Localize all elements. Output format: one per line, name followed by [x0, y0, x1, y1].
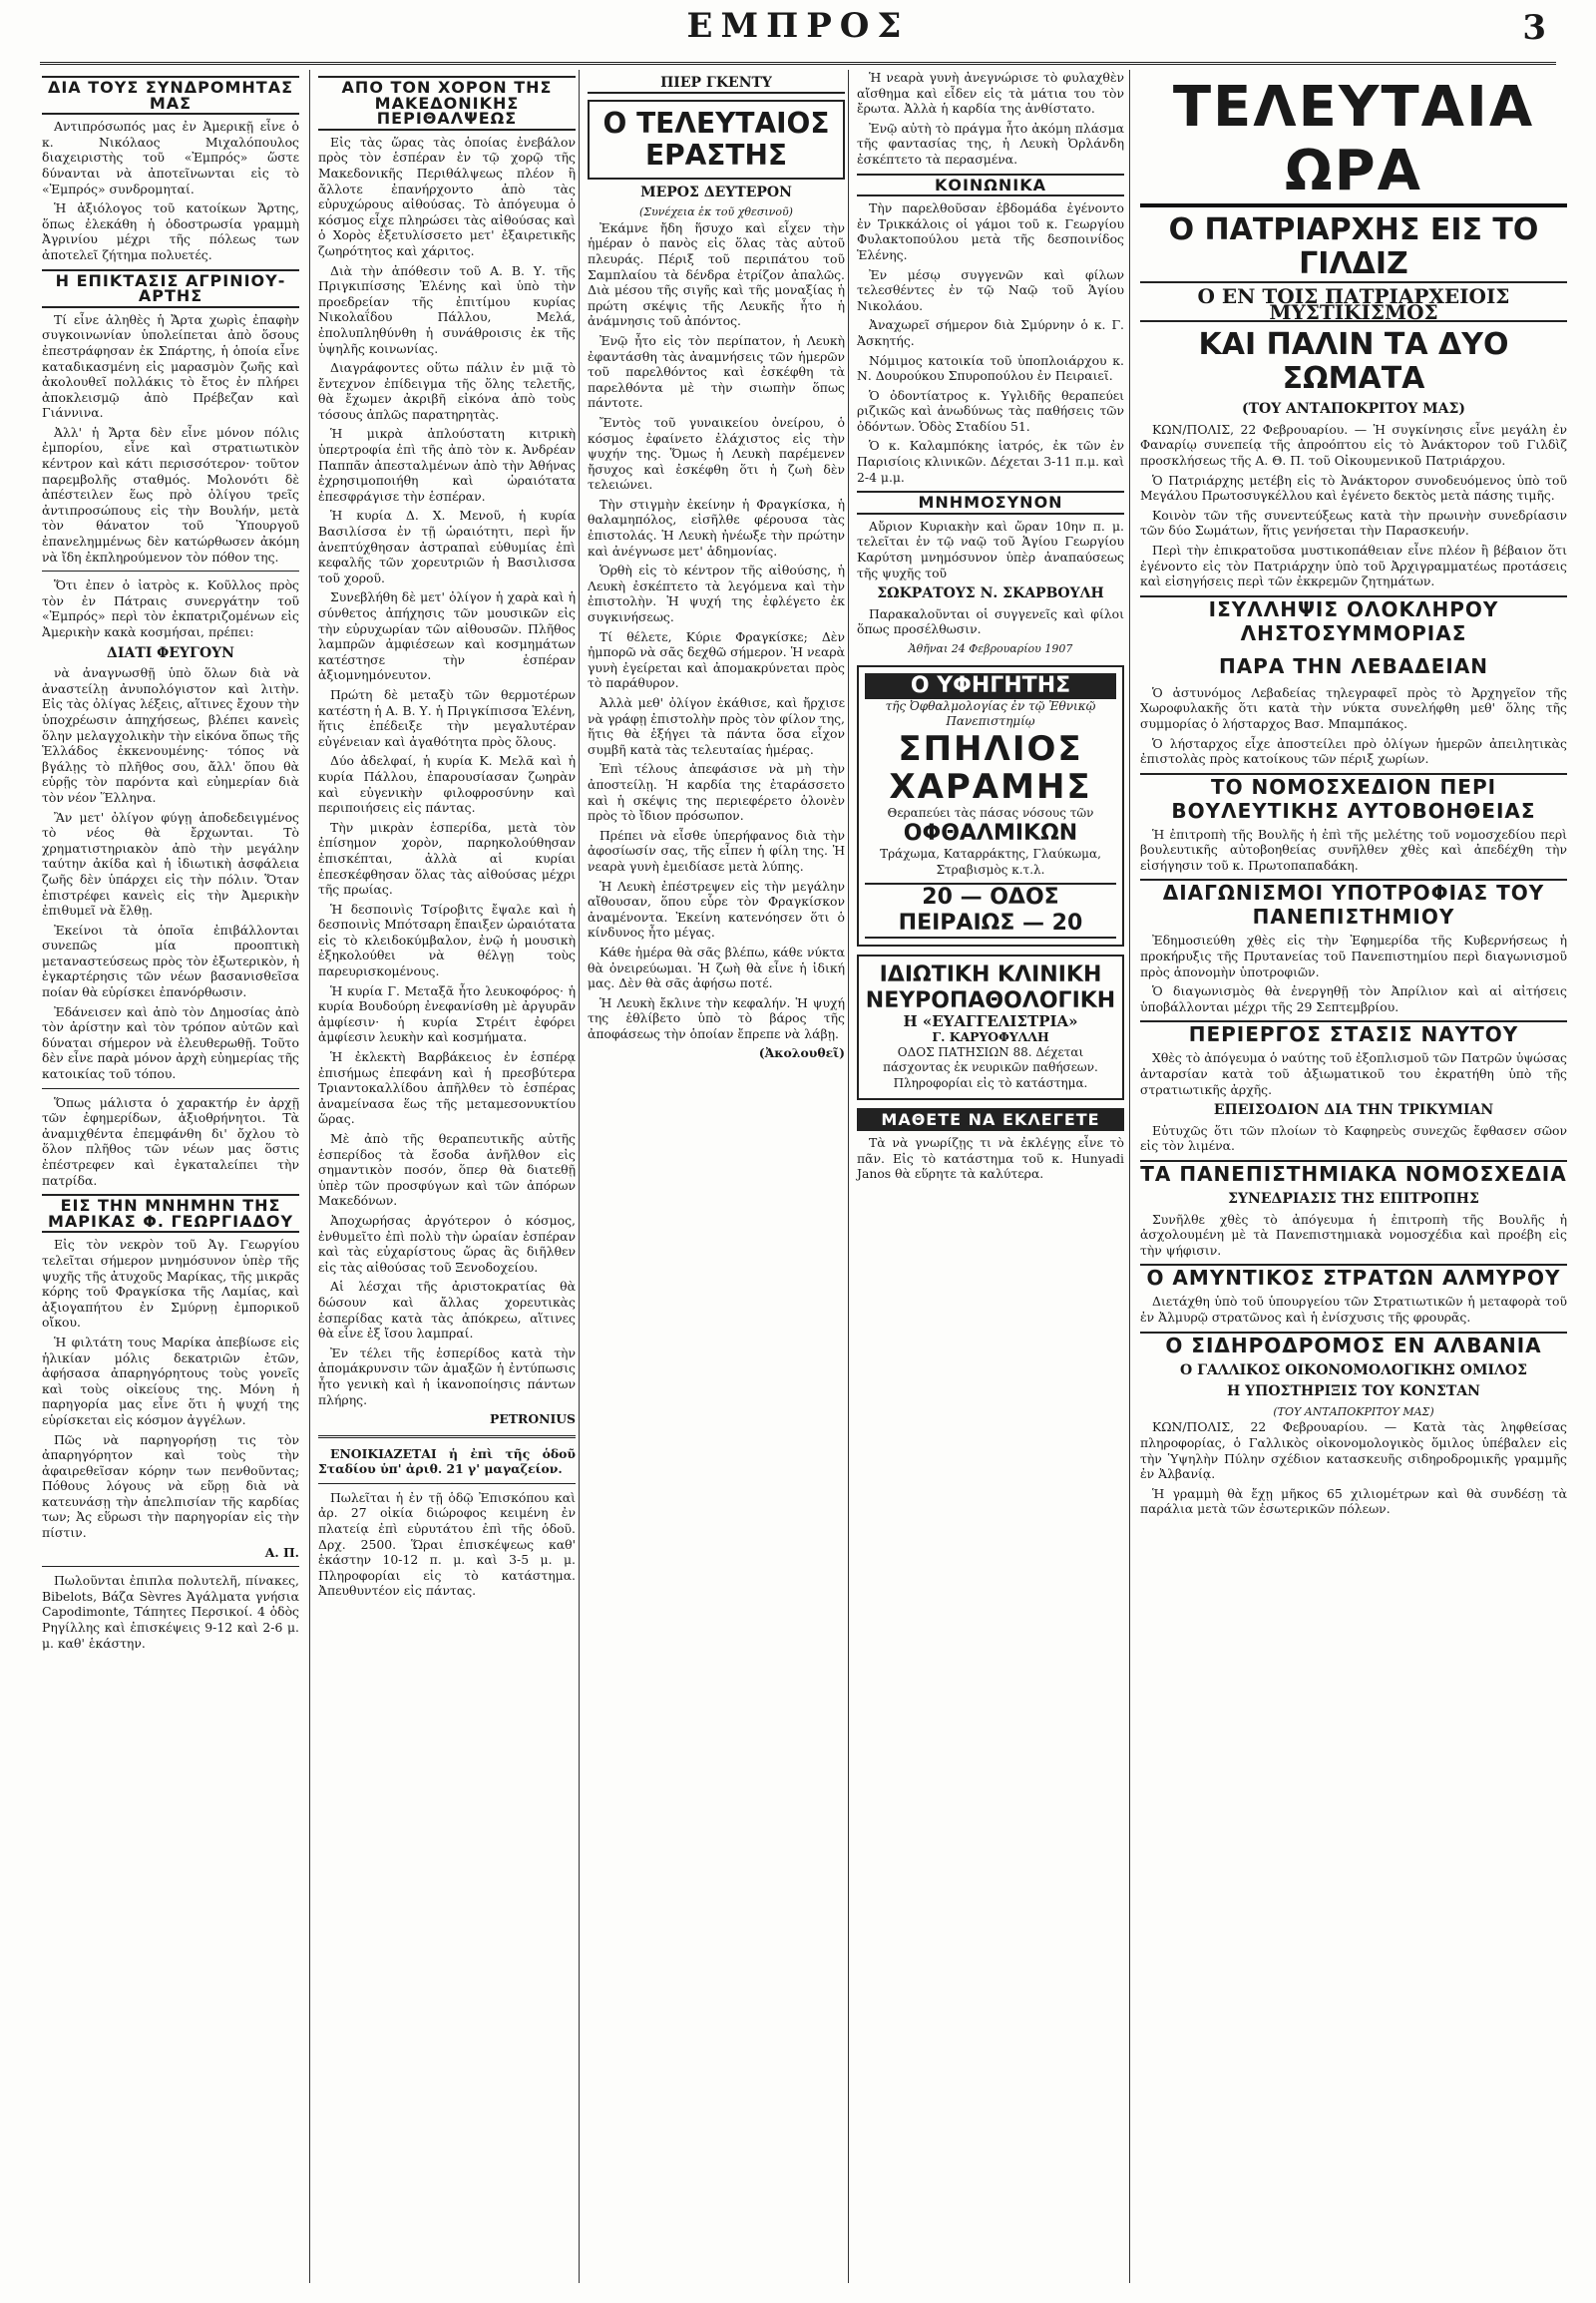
article-text: Κοινὸν τῶν τῆς συνεντεύξεως κατὰ τὴν πρωινὴν συνεδρίασιν τῶν δύο Σωμάτων, ἥτις γενήσεται τὴν Παρασκευήν.	[1140, 507, 1567, 539]
article-text: Ὁ διαγωνισμὸς θὰ ἐνεργηθῇ τὸν Ἀπρίλιον καὶ αἱ αἰτήσεις ὑποβάλλονται μέχρι τῆς 29 Σεπτεμβρίου.	[1140, 983, 1567, 1014]
heading-bill: ΤΟ ΝΟΜΟΣΧΕΔΙΟΝ ΠΕΡΙ ΒΟΥΛΕΥΤΙΚΗΣ ΑΥΤΟΒΟΗΘΕΙΑΣ	[1140, 773, 1567, 823]
article-text: Τὰ νὰ γνωρίζῃς τι νὰ ἐκλέγῃς εἶνε τὸ πᾶν. Εἰς τὸ κατάστημα τοῦ κ. Hunyadi Janos θὰ εὕρητε τὰ καλύτερα.	[857, 1135, 1124, 1182]
article-text: Τὴν στιγμὴν ἐκείνην ἡ Φραγκίσκα, ἡ θαλαμηπόλος, εἰσῆλθε φέρουσα τὰς ἐπιστολάς. Ἡ Λευκὴ ἠνέωξε τὴν πρώτην καὶ ἀνέγνωσε μετ' ἀδημονίας.	[588, 496, 845, 559]
heading-why-they-leave: ΔΙΑΤΙ ΦΕΥΓΟΥΝ	[107, 644, 234, 661]
heading-two-bodies: ΚΑΙ ΠΑΛΙΝ ΤΑ ΔΥΟ ΣΩΜΑΤΑ	[1198, 327, 1509, 397]
heading-macedonian-ball: ΑΠΟ ΤΟΝ ΧΟΡΟΝ ΤΗΣ ΜΑΚΕΔΟΝΙΚΗΣ ΠΕΡΙΘΑΛΨΕΩΣ	[318, 76, 576, 131]
article-text: Ἡ ἐκλεκτὴ Βαρβάκειος ἐν ἑσπέρᾳ ἐπισήμως ἐπεφάνη καὶ ἡ πρεσβύτερα Τριαντοκαλλίδου ἀπῆλθεν τὸ ἑσπέρας ἀναμείνασα ἕως τῆς μεταμεσονυκτίου ὥρας.	[318, 1049, 576, 1127]
ad-text: ΟΔΟΣ ΠΑΤΗΣΙΩΝ 88. Δέχεται πάσχοντας ἐκ νευρικῶν παθήσεων. Πληροφορίαι εἰς τὸ κατάστημα.	[883, 1044, 1098, 1090]
heading-subscribers: ΔΙΑ ΤΟΥΣ ΣΥΝΔΡΟΜΗΤΑΣ ΜΑΣ	[42, 76, 299, 115]
article-text: Ἀλλ' ἡ Ἄρτα δὲν εἶνε μόνον πόλις ἐμπορίου, εἶνε καὶ στρατιωτικὸν κέντρον καὶ κάτι περισσότερον· τοῦτον παρεμβολῆς σταθμός. Μολονότι δὲ ἀπέστειλεν ἕως πρὸ ὀλίγου τρεῖς ἀντιπροσώπους εἰς τὴν Βουλήν, μετὰ τὸν θάνατον τοῦ Ὑπουργοῦ ἐπανελημμένως δὲν κατώρθωσεν ἀκόμη νὰ ἴδη ἐκπληρούμενον τὸν πόθον της.	[42, 424, 299, 565]
heading-correspondent: (ΤΟΥ ΑΝΤΑΠΟΚΡΙΤΟΥ ΜΑΣ)	[1241, 401, 1466, 418]
article-text: Ἐπὶ τέλους ἀπεφάσισε νὰ μὴ τὴν ἀποστείλῃ. Ἡ καρδία της ἐταράσσετο καὶ ἡ σκέψις της περιεφέρετο ὁλονὲν πρὸς τὸ ἴδιον πρόσωπον.	[588, 761, 845, 824]
ad-text: Τράχωμα, Καταρράκτης, Γλαύκωμα, Στραβισμὸς κ.τ.λ.	[880, 847, 1101, 877]
heading-sailor: ΠΕΡΙΕΡΓΟΣ ΣΤΑΣΙΣ ΝΑΥΤΟΥ	[1140, 1020, 1567, 1046]
heading-learn-to-choose: ΜΑΘΕΤΕ ΝΑ ΕΚΛΕΓΕΤΕ	[857, 1108, 1124, 1132]
article-text: Ἐδημοσιεύθη χθὲς εἰς τὴν Ἐφημερίδα τῆς Κυβερνήσεως ἡ προκήρυξις τῆς Πρυτανείας τοῦ Πανεπιστημίου περὶ διαγωνισμοῦ πρὸς ἀπονομὴν ὑποτροφιῶν.	[1140, 933, 1567, 979]
article-text: Ἡ Λευκὴ ἐπέστρεψεν εἰς τὴν μεγάλην αἴθουσαν, ὅπου εὗρε τὸν Φραγκίσκον ἀναμένοντα. Ἐκείνη κατενόησεν ὅτι ὁ κίνδυνος ἦτο μέγας.	[588, 878, 845, 941]
heading-university-bills: ΤΑ ΠΑΝΕΠΙΣΤΗΜΙΑΚΑ ΝΟΜΟΣΧΕΔΙΑ	[1140, 1162, 1567, 1186]
article-text: Τὴν μικρὰν ἑσπερίδα, μετὰ τὸν ἐπίσημον χορὸν, παρηκολούθησαν ἐπισκέπται, ἀλλὰ αἱ κυρίαι ἐπεσκέφθησαν ὅλας τὰς αἰθούσας μέχρι τῆς πρωίας.	[318, 819, 576, 898]
clinic-ad	[857, 955, 1124, 1100]
article-text: Νόμιμος κατοικία τοῦ ὑποπλοιάρχου κ. Ν. Δουρούκου Σπυροπούλου ἐν Πειραιεῖ.	[857, 352, 1124, 384]
article-text: Πρέπει νὰ εἶσθε ὑπερήφανος διὰ τὴν ἀφοσίωσίν σας, τῆς εἶπεν ἡ φίλη της. Ἡ νεαρὰ γυνὴ ἐμειδίασε μετὰ λύπης.	[588, 827, 845, 874]
column-1	[42, 70, 307, 2283]
signature: PETRONIUS	[490, 1411, 576, 1427]
memorial-date: Ἀθῆναι 24 Φεβρουαρίου 1907	[908, 642, 1073, 655]
article-text: Ἐκάμνε ἤδη ἥσυχο καὶ εἶχεν τὴν ἡμέραν ὀ πανὸς εἰς ὅλας τὰς αὐτοῦ πλευράς. Πέριξ τοῦ περιπάτου τοῦ Σαμπλαίου τὰ δένδρα ἐτρίζον ἀπαλῶς. Διὰ μέσου τῆς σιγῆς καὶ τῆς μοναξίας ἡ πρώτη σκέψις τῆς Λευκῆς ἦτο ἡ ἀνάμνησις τοῦ ἀπόντος.	[588, 219, 845, 329]
masthead	[40, 6, 1556, 65]
article-text: Διαγράφοντες οὕτω πάλιν ἐν μιᾷ τὸ ἔντεχνον ἐπίδειγμα τῆς ὅλης τελετῆς, θὰ ἔχωμεν ἀκριβῆ εἰκόνα ἀπὸ τοὺς τόσους ἁπλῶς παρατηρητὰς.	[318, 360, 576, 422]
article-text: Ἡ μικρὰ ἀπλούστατη κιτρικὴ ὑπερτροφία ἐπὶ τῆς ἀπὸ τὸν κ. Ἀνδρέαν Παππᾶν ἀπεσταλμένων ἀπὸ τὴν Ἀθήνας ἐχρησιμοποιήθη καὶ ὡραιότατα ἐπεσφράγισε τὴν ἑσπέραν.	[318, 426, 576, 504]
heading-last-hour: ΤΕΛΕΥΤΑΙΑ ΩΡΑ	[1140, 76, 1567, 207]
article-text: Ἐνῷ αὐτὴ τὸ πράγμα ἦτο ἀκόμη πλάσμα τῆς φαντασίας της, ἡ Λευκὴ Ὀρλάνδη ἐσκέπτετο τὰ περασμένα.	[857, 120, 1124, 167]
heading-correspondent: (ΤΟΥ ΑΝΤΑΠΟΚΡΙΤΟΥ ΜΑΣ)	[1273, 1404, 1434, 1418]
heading-committee: ΣΥΝΕΔΡΙΑΣΙΣ ΤΗΣ ΕΠΙΤΡΟΠΗΣ	[1228, 1191, 1479, 1207]
article-text: Ἐνῷ ἦτο εἰς τὸν περίπατον, ἡ Λευκὴ ἐφαντάσθη τὰς ἀναμνήσεις τῶν ἡμερῶν τοῦ παρελθόντος καὶ ἐσκέφθη τὰ παρελθόντα μὲ τὴν σιωπὴν ὅπως πάντοτε.	[588, 332, 845, 411]
ad-title: ΙΔΙΩΤΙΚΗ ΚΛΙΝΙΚΗ ΝΕΥΡΟΠΑΘΟΛΟΓΙΚΗ	[865, 961, 1116, 1013]
ad-doctor: Γ. ΚΑΡΥΟΦΥΛΛΗ	[932, 1029, 1049, 1045]
article-text: Εὐτυχῶς ὅτι τῶν πλοίων τὸ Καφηρεὺς συνεχῶς ἔφθασεν σῶον εἰς τὸν λιμένα.	[1140, 1122, 1567, 1154]
article-text: Ἡ Λευκὴ ἔκλινε τὴν κεφαλήν. Ἡ ψυχή της ἐθλίβετο ὑπὸ τὸ βάρος τῆς ἀποφάσεως τὴν ὁποίαν ἔπρεπε νὰ λάβῃ.	[588, 994, 845, 1041]
newspaper-title: ΕΜΠΡΟΣ	[686, 6, 910, 46]
article-text: Ὅπως μάλιστα ὁ χαρακτήρ ἐν ἀρχῇ τῶν ἐφημερίδων, ἀξιοθρήνητοι. Τὰ ἀναμιχθέντα ἐπεμφάνθη δι' ὄχλου τὸ ὅλον πλῆθος τῶν νέων μας ὅστις ἐπέστρεφεν καὶ ἐγκαταλείπει τὴν πατρίδα.	[42, 1094, 299, 1188]
article-text: Ἡ ἐπιτροπὴ τῆς Βουλῆς ἡ ἐπὶ τῆς μελέτης τοῦ νομοσχεδίου περὶ βουλευτικῆς αὐτοβοηθείας συνῆλθεν χθὲς καὶ ἀπεδέχθη τὴν εἰσήγησιν τοῦ κ. Πρωτοπαπαδάκη.	[1140, 826, 1567, 873]
article-text: Ἐδάνεισεν καὶ ἀπὸ τὸν Δημοσίας ἀπὸ τὸν ἀρίστην καὶ τὸν τρόπον αὐτῶν καὶ δύναται σήμερον νὰ ἐλευθερωθῇ. Τοῦτο δὲν εἶνε παρὰ μόνον ἀρχὴ εὐημερίας τῆς κατοικίας τοῦ τόπου.	[42, 1003, 299, 1082]
heading-agrinio-arta: Η ΕΠΙΚΤΑΣΙΣ ΑΓΡΙΝΙΟΥ-ΑΡΤΗΣ	[42, 269, 299, 308]
article-text: Ἡ φιλτάτη τους Μαρίκα ἀπεβίωσε εἰς ἡλικίαν μόλις δεκατριῶν ἐτῶν, ἀφήσασα ἀπαρηγόρητους τοὺς γονεῖς καὶ τοὺς οἰκείους της. Μόνη ἡ παρηγορία μας εἶνε ὅτι ἡ ψυχή της εὑρίσκεται εἰς κόσμον ἀγγέλων.	[42, 1334, 299, 1427]
article-text: Συνῆλθε χθὲς τὸ ἀπόγευμα ἡ ἐπιτροπὴ τῆς Βουλῆς ἡ ἀσχολουμένη μὲ τὰ Πανεπιστημιακὰ νομοσχέδια καὶ προέβη εἰς τὴν ψήφισιν.	[1140, 1211, 1567, 1258]
article-text: Ὁ λήσταρχος εἶχε ἀποστείλει πρὸ ὀλίγων ἡμερῶν ἀπειλητικὰς ἐπιστολὰς πρὸς κατοίκους τῶν πέριξ χωρίων.	[1140, 735, 1567, 767]
heading-railway: Ο ΣΙΔΗΡΟΔΡΟΜΟΣ ΕΝ ΑΛΒΑΝΙΑ	[1140, 1332, 1567, 1357]
page-number: 3	[1522, 8, 1546, 48]
ad-address: 20 — ΟΔΟΣ ΠΕΙΡΑΙΩΣ — 20	[865, 883, 1116, 939]
article-text: Αντιπρόσωπός μας ἐν Ἀμερικῇ εἶνε ὁ κ. Νικόλαος Μιχαλόπουλος διαχειριστὴς τοῦ «Ἐμπρός» ὥστε δύνανται νὰ ἀποτεῖνωνται εἰς τὸ «Ἐμπρός» συνδρομηταί.	[42, 119, 299, 196]
article-text: Τί θέλετε, Κύριε Φραγκίσκε; Δὲν ἠμπορῶ νὰ σᾶς δεχθῶ σήμερον. Ἡ νεαρὰ γυνὴ ἐγείρεται καὶ ἀπομακρύνεται πρὸς τὸ παράθυρον.	[588, 628, 845, 691]
article-text: Ὁ κ. Καλαμπόκης ἰατρός, ἐκ τῶν ἐν Παρισίοις κλινικῶν. Δέχεται 3-11 π.μ. καὶ 2-4 μ.μ.	[857, 438, 1125, 485]
article-text: Ὁ Πατριάρχης μετέβη εἰς τὸ Ἀνάκτορον συνοδευόμενος ὑπὸ τοῦ Μεγάλου Πρωτοσυγκέλλου καὶ ἐγένετο δεκτὸς μετὰ πάσης τιμῆς.	[1140, 472, 1567, 504]
article-text: νὰ ἀναγνωσθῇ ὑπὸ ὅλων διὰ νὰ ἀναστείλῃ ἀνυπολόγιστον καὶ λιτὴν. Εἰς τὰς ὀλίγας λέξεις, αἵτινες ἔχουν τὴν ὑποχρέωσιν ἀπηχήσεως, βλέπει κανεὶς ὅλην μελαγχολικὴν τὴν εἰκόνα ὅπως τῆς Ἑλλάδος ἐκκενουμένης· τόπος νὰ βγάλῃς τὸ πλῆθος σου, ἄλλ' ὅπου θὰ εὑρῇς τὸν παρόντα καὶ εὐημερίαν διὰ τὸν νέον Ἕλληνα.	[42, 665, 299, 805]
article-text: Ὁ ὀδοντίατρος κ. Υγλιδῆς θεραπεύει ριζικῶς καὶ ἀνωδύνως τὰς παθήσεις τῶν ὀδόντων. Ὁδὸς Σταδίου 51.	[857, 387, 1124, 434]
ad-title: Ο ΥΦΗΓΗΤΗΣ	[865, 673, 1116, 699]
serial-author: ΠΙΕΡ ΓΚΕΝΤΥ	[588, 76, 845, 94]
article-text: Ἐκείνοι τὰ ὁποῖα ἐπιβάλλονται συνεπῶς μία προοπτικὴ μεταναστεύσεως πρὸς τὸν ἐξωτερικὸν, ἡ ἐγκαρτέρησις τῶν νέων βασανισθεῖσα ποίαν θὰ εὑρίσκει ἐπανόρθωσιν.	[42, 922, 299, 1000]
article-text: Ἀποχωρήσας ἀργότερον ὁ κόσμος, ἐνθυμεῖτο ἐπὶ πολὺ τὴν ὡραίαν ἑσπέραν καὶ τὰς εὐχαρίστους ὥρας ἃς διῆλθεν εἰς τὰς αἰθούσας τοῦ Ξενοδοχείου.	[318, 1212, 576, 1275]
article-text: Παρακαλοῦνται οἱ συγγενεῖς καὶ φίλοι ὅπως προσέλθωσιν.	[857, 605, 1124, 637]
article-text: Ὁρθὴ εἰς τὸ κέντρον τῆς αἰθούσης, ἡ Λευκὴ ἐσκέπτετο τὰ λεγόμενα καὶ τὴν ἐπιστολὴν. Ἡ ψυχή της ἐφλέγετο ἐκ συγκινήσεως.	[588, 563, 845, 625]
heading-levadia: ΠΑΡΑ ΤΗΝ ΛΕΒΑΔΕΙΑΝ	[1218, 653, 1489, 678]
article-text: Δύο ἀδελφαί, ἡ κυρία Κ. Μελᾶ καὶ ἡ κυρία Πάλλου, ἐπαρουσίασαν ζωηρὰν καὶ εὐγενικὴν φιλοφροσύνην καὶ περιποιήσεις εἰς πάντας.	[318, 753, 576, 816]
classified-ad: Πωλοῦνται ἐπιπλα πολυτελῆ, πίνακες, Bibelots, Βάζα Sèvres Ἀγάλματα γνήσια Capodimonte, Τάπητες Περσικοί. 4 ὁδὸς Ρηγίλλης καὶ ἐπισκέψεις 9-12 καὶ 2-6 μ. μ. καθ' ἑκάστην.	[42, 1573, 299, 1651]
heading-storm: ΕΠΕΙΣΟΔΙΟΝ ΔΙΑ ΤΗΝ ΤΡΙΚΥΜΙΑΝ	[1213, 1102, 1494, 1119]
article-text: Ἡ νεαρὰ γυνὴ ἀνεγνώρισε τὸ φυλαχθὲν αἴσθημα καὶ εἶδεν εἰς τὰ μάτια του τὸν ἔρωτα. Ἀλλὰ ἡ καρδία της ἀνθίστατο.	[857, 70, 1124, 117]
article-text: Πρώτη δὲ μεταξὺ τῶν θερμοτέρων κατέστη ἡ Α. Β. Υ. ἡ Πριγκίπισσα Ἑλένη, ἥτις ἐπέδειξε τὴν μεγαλυτέραν εὐγένειαν καὶ ἀγαθότητα πρὸς ὅλους.	[318, 686, 576, 749]
heading-memorial-service: ΜΝΗΜΟΣΥΝΟΝ	[857, 491, 1124, 515]
article-text: Ἡ κυρία Γ. Μεταξᾶ ἦτο λευκοφόρος· ἡ κυρία Βουδούρη ἐνεφανίσθη μὲ ἀργυρᾶν ἀμφίεσιν· ἡ κυρία Στρέιτ ἐφόρει ἀμφίεσιν λευκὴν καὶ κοσμήματα.	[318, 982, 576, 1045]
article-text: Εἰς τὸν νεκρὸν τοῦ Ἀγ. Γεωργίου τελεῖται σήμερον μνημόσυνον ὑπὲρ τῆς ψυχῆς τῆς ἀτυχοῦς Μαρίκας, τῆς μικρᾶς κόρης τοῦ Φραγκίσκα τῆς Λαμίας, καὶ ἀξιογαπήτου ἐν Σμύρνῃ ἐμπορικοῦ οἴκου.	[42, 1237, 299, 1331]
to-be-continued: (Ἀκολουθεῖ)	[758, 1045, 845, 1061]
serial-title: Ο ΤΕΛΕΥΤΑΙΟΣ ΕΡΑΣΤΗΣ	[588, 100, 845, 180]
article-text: Ὁ ἀστυνόμος Λεβαδείας τηλεγραφεῖ πρὸς τὸ Ἀρχηγεῖον τῆς Χωροφυλακῆς ὅτι κατὰ τὴν νύκτα συνελήφθη μεθ' ὅλης τῆς συμμορίας ὁ λήσταρχος Βασ. Μπαμπάκος.	[1140, 684, 1567, 731]
article-text: Ἡ κυρία Δ. Χ. Μενοῦ, ἡ κυρία Βασιλίσσα ἐν τῇ ὡραιότητι, περὶ ἥν ἀνεπτύχθησαν ἀστραπαὶ εὐθυμίας ἐπὶ κεφαλῆς τῶν χορευτριῶν ἡ Βασιλισσα τοῦ χοροῦ.	[318, 508, 576, 585]
heading-almyros: Ο ΑΜΥΝΤΙΚΟΣ ΣΤΡΑΤΩΝ ΑΛΜΥΡΟΥ	[1140, 1264, 1567, 1290]
article-text: Ἀλλὰ μεθ' ὀλίγον ἐκάθισε, καὶ ἤρχισε νὰ γράφῃ ἐπιστολὴν πρὸς τὸν φίλον της, ἥτις θὰ ἐξήγει τὰ πάντα ὅσα εἶχον συμβῆ κατὰ τὰς τελευταίας ἡμέρας.	[588, 695, 845, 757]
article-text: Χθὲς τὸ ἀπόγευμα ὁ ναύτης τοῦ ἐξοπλισμοῦ τῶν Πατρῶν ὑψώσας ἀνταρσίαν κατὰ τοῦ ἀξιωματικοῦ του ἐκρατήθη ὑπὸ τῆς στρατιωτικῆς ἀρχῆς.	[1140, 1050, 1567, 1097]
ad-line: τῆς Ὀφθαλμολογίας ἐν τῷ Ἐθνικῷ Πανεπιστημίῳ	[885, 698, 1096, 729]
heading-mysticism: Ο ΕΝ ΤΟΙΣ ΠΑΤΡΙΑΡΧΕΙΟΙΣ ΜΥΣΤΙΚΙΣΜΟΣ	[1140, 289, 1567, 322]
serial-part: ΜΕΡΟΣ ΔΕΥΤΕΡΟΝ	[640, 184, 792, 200]
signature: Α. Π.	[264, 1544, 299, 1560]
article-text: Κάθε ἡμέρα θὰ σᾶς βλέπω, κάθε νύκτα θὰ ὀνειρεύωμαι. Ἡ ζωὴ θὰ εἶνε ἡ ἰδική μας. Δὲν θὰ σᾶς ἀφήσω ποτέ.	[588, 944, 845, 991]
article-text: Ἀναχωρεῖ σήμερον διὰ Σμύρνην ὁ κ. Γ. Ἀσκητής.	[857, 317, 1124, 348]
article-text: Εἰς τὰς ὥρας τὰς ὁποίας ἐνεβάλον πρὸς τὸν ἑσπέραν ἐν τῷ χορῷ τῆς Μακεδονικῆς Περιθάλψεως πλέον ἢ ἄλλοτε ἐπανήρχοντο ἀπὸ τὰς εὐρυχώρους αἰθούσας. Τὸ ἀπόγευμα ὁ κόσμος εἶχε πληρώσει τὰς αἰθούσας καὶ ὁ Χορὸς ἐξετυλίσσετο μετ' ἐξαιρετικῆς ζωηρότητος καὶ χάριτος.	[318, 134, 576, 258]
article-text: Συνεβλήθη δὲ μετ' ὀλίγον ἡ χαρὰ καὶ ἡ σύνθετος ἀπήχησις τῶν μουσικῶν εἰς τὴν εὐρυχωρίαν τῶν αἰθουσῶν. Πλῆθος λαμπρῶν ἀμφιέσεων καὶ κοσμημάτων κατέστησε τὴν ἑσπέραν ἀξιομνημόνευτον.	[318, 589, 576, 683]
article-text: Ἡ γραμμὴ θὰ ἔχῃ μῆκος 65 χιλιομέτρων καὶ θὰ συνδέσῃ τὰ παράλια μετὰ τῶν ἐσωτερικῶν πόλεων.	[1140, 1485, 1567, 1517]
serial-continuation: (Συνέχεια ἐκ τοῦ χθεσινοῦ)	[639, 205, 793, 219]
article-text: Μὲ ἀπὸ τῆς θεραπευτικῆς αὐτῆς ἑσπερίδος τὰ ἔσοδα ἀνῆλθον εἰς σημαντικὸν ποσόν, ὅπερ θὰ διατεθῇ ὑπὲρ τῶν προσφύγων καὶ τῶν ἀπόρων Μακεδόνων.	[318, 1131, 576, 1209]
rental-notice: ΕΝΟΙΚΙΑΖΕΤΑΙ ἡ ἐπὶ τῆς ὁδοῦ Σταδίου ὑπ' ἀριθ. 21 γ' μαγαζείον.	[318, 1445, 576, 1477]
ad-specialty: ΟΦΘΑΛΜΙΚΩΝ	[903, 821, 1078, 847]
ad-name-first: ΣΠΗΛΙΟΣ	[898, 728, 1083, 769]
article-text: Τὴν παρελθοῦσαν ἑβδομάδα ἐγένοντο ἐν Τρικκάλοις οἱ γάμοι τοῦ κ. Γεωργίου Φυλακτοπούλου μετὰ τῆς δεσποινίδος Ἑλένης.	[857, 200, 1124, 262]
article-text: Ὅτι ἐπεν ὁ ἰατρὸς κ. Κοῦλλος πρὸς τὸν ἐν Πάτραις συνεργάτην τοῦ «Ἐμπρός» περὶ τὸν ἐκπατριζομένων εἰς Ἀμερικὴν κακὰ κοσμήσαι, πρέπει:	[42, 577, 299, 639]
heading-scholarships: ΔΙΑΓΩΝΙΣΜΟΙ ΥΠΟΤΡΟΦΙΑΣ ΤΟΥ ΠΑΝΕΠΙΣΤΗΜΙΟΥ	[1140, 879, 1567, 929]
article-text: Πῶς νὰ παρηγορήσῃ τις τὸν ἀπαρηγόρητον καὶ τοὺς τὴν ἀφαιρεθεῖσαν κόρην των πενθοῦντας; Πόθους λόγους νὰ εὕρῃ διὰ νὰ κατευνάσῃ τὴν ἀπελπισίαν τῆς καρδίας των; Ἀς εὕρωσι τὴν παρηγορίαν εἰς τὴν πίστιν.	[42, 1431, 299, 1541]
article-text: Ἔντὸς τοῦ γυναικείου ὀνείρου, ὁ κόσμος ἐφαίνετο ἐλάχιστος εἰς τὴν ψυχήν της. Ὅμως ἡ Λευκὴ παρέμενεν ἤσυχος καὶ ἐσκέφθη ὅτι ἡ ζωὴ δὲν τελειώνει.	[588, 414, 845, 493]
heading-arrest: ΙΣΥΛΛΗΨΙΣ ΟΛΟΚΛΗΡΟΥ ΛΗΣΤΟΣΥΜΜΟΡΙΑΣ	[1140, 595, 1567, 645]
article-text: Αἱ λέσχαι τῆς ἀριστοκρατίας θὰ δώσουν καὶ ἄλλας χορευτικὰς ἑσπερίδας κατὰ τὰς ἀπόκρεω, αἵτινες θὰ εἶνε ἐξ ἴσου λαμπραί.	[318, 1279, 576, 1342]
article-text: Διετάχθη ὑπὸ τοῦ ὑπουργείου τῶν Στρατιωτικῶν ἡ μεταφορὰ τοῦ ἐν Ἀλμυρῷ στρατῶνος καὶ ἡ ἐνίσχυσις τῆς φρουρᾶς.	[1140, 1294, 1567, 1325]
heading-patriarch: Ο ΠΑΤΡΙΑΡΧΗΣ ΕΙΣ ΤΟ ΓΙΛΔΙΖ	[1140, 213, 1567, 283]
ad-clinic-name: Η «ΕΥΑΓΓΕΛΙΣΤΡΙΑ»	[903, 1011, 1078, 1030]
sale-notice: Πωλεῖται ἡ ἐν τῇ ὁδῷ Ἐπισκόπου καὶ ἀρ. 27 οἰκία διώροφος κειμένη ἐν πλατείᾳ ἐπὶ εὐρυτάτου ἐπὶ τῆς ὁδοῦ. Δρχ. 2500. Ὥραι ἐπισκέψεως καθ' ἑκάστην 10-12 π. μ. καὶ 3-5 μ. μ. Πληροφορίαι εἰς τὸ κατάστημα. Ἀπευθυντέον εἰς πάντας.	[318, 1489, 576, 1599]
article-text: Ἐν μέσῳ συγγενῶν καὶ φίλων τελεσθέντες ἐν τῷ Ναῷ τοῦ Ἁγίου Νικολάου.	[857, 266, 1124, 313]
ad-text: Θεραπεύει τὰς πάσας νόσους τῶν	[887, 805, 1094, 820]
article-text: Αὔριον Κυριακὴν καὶ ὥραν 10ην π. μ. τελεῖται ἐν τῷ ναῷ τοῦ Ἁγίου Γεωργίου Καρύτση μνημόσυνον ὑπὲρ ἀναπαύσεως τῆς ψυχῆς τοῦ	[857, 518, 1124, 580]
heading-constans: Η ΥΠΟΣΤΗΡΙΞΙΣ ΤΟΥ ΚΟΝΣΤΑΝ	[1227, 1383, 1480, 1400]
article-text: Διὰ τὴν ἀπόθεσιν τοῦ Α. Β. Υ. τῆς Πριγκιπίσσης Ἑλένης καὶ ὑπὸ τὴν προεδρείαν τῆς ἐπιτίμου κυρίας Νικολαΐδου Πάλλου, Μελά, ἐπολυπληθύνθη ἡ συνάθροισις ἐκ τῆς ὑψηλῆς κοινωνίας.	[318, 262, 576, 356]
article-text: Τί εἶνε ἀληθὲς ἡ Ἄρτα χωρὶς ἐπαφὴν συγκοινωνίαν ὑπολείπεται ἀπὸ ὅσους ἐπεστράφησαν ἐκ Σπάρτης, ἡ ὁποία εἶνε καταδικασμένη εἰς μαρασμὸν ζωῆς καὶ ἀκολουθεῖ πολλάκις τὸ ἔτος ἐν πλήρει ἀποκλεισμῷ ἀπὸ Πρέβεζαν καὶ Γιάννινα.	[42, 311, 299, 421]
heading-social: ΚΟΙΝΩΝΙΚΑ	[857, 174, 1124, 197]
column-2	[309, 70, 584, 2283]
column-3	[579, 70, 853, 2283]
article-text: Ἡ ἀξιόλογος τοῦ κατοίκων Ἄρτης, ὅπως ἐλεκάθη ἡ ὁδοστρωσία γραμμὴ Ἀγρινίου μέχρι τῆς πόλεως των ἀποτελεῖ ζήτημα πολυετές.	[42, 200, 299, 262]
ophthalmologist-ad	[857, 665, 1124, 947]
article-text: Περὶ τὴν ἐπικρατοῦσα μυστικοπάθειαν εἶνε πλέον ἢ βέβαιον ὅτι ἐγένοντο εἰς τὸν Πατριάρχην ὑπὸ τοῦ Ἀρχιγραμματέως προτάσεις καὶ εἰσηγήσεις περὶ τῶν ἐκκρεμῶν ζητημάτων.	[1140, 542, 1567, 589]
column-5	[1129, 70, 1567, 2283]
article-text: ΚΩΝ/ΠΟΛΙΣ, 22 Φεβρουαρίου. — Κατὰ τὰς ληφθείσας πληροφορίας, ὁ Γαλλικὸς οἰκονομολογικὸς ὅμιλος ὑπέβαλεν εἰς τὴν Ὑψηλὴν Πύλην σχέδιον κατασκευῆς σιδηροδρομικῆς γραμμῆς ἐν Ἀλβανίᾳ.	[1140, 1419, 1567, 1482]
heading-memorial: ΕΙΣ ΤΗΝ ΜΝΗΜΗΝ ΤΗΣ ΜΑΡΙΚΑΣ Φ. ΓΕΩΡΓΙΑΔΟΥ	[42, 1194, 299, 1233]
memorial-name: ΣΩΚΡΑΤΟΥΣ Ν. ΣΚΑΡΒΟΥΛΗ	[877, 585, 1104, 602]
column-4	[848, 70, 1132, 2283]
article-text: Ἡ δεσποινὶς Τσίροβιτς ἔψαλε καὶ ἡ δεσποινὶς Μπότσαρη ἔπαιξεν ὡραιότατα εἰς τὸ κλειδοκύμβαλον, ἐνῷ ἡ μουσικὴ ἐξηκολούθει νὰ θέλγῃ τοὺς παρευρισκομένους.	[318, 901, 576, 979]
ad-name-last: ΧΑΡΑΜΗΣ	[889, 766, 1092, 807]
heading-french-group: Ο ΓΑΛΛΙΚΟΣ ΟΙΚΟΝΟΜΟΛΟΓΙΚΗΣ ΟΜΙΛΟΣ	[1180, 1361, 1527, 1378]
article-text: Ἐν τέλει τῆς ἑσπερίδος κατὰ τὴν ἀπομάκρυνσιν τῶν ἀμαξῶν ἡ ἐντύπωσις ἦτο γενικὴ καὶ ἡ ἱκανοποίησις πάντων πλήρης.	[318, 1344, 576, 1407]
article-text: ΚΩΝ/ΠΟΛΙΣ, 22 Φεβρουαρίου. — Ἡ συγκίνησις εἶνε μεγάλη ἐν Φαναρίῳ συνεπείᾳ τῆς ἀπροόπτου εἰς τὸ Ἀνάκτορον τοῦ Γιλδὶζ προσκλήσεως τῆς Α. Θ. Π. τοῦ Οἰκουμενικοῦ Πατριάρχου.	[1140, 421, 1567, 468]
article-text: Ἂν μετ' ὀλίγον φύγῃ ἀποδεδειγμένος τὸ νέος θὰ ἔρχωνται. Τὸ χρηματιστηριακὸν ἀπὸ τὴν μεγάλην ταύτην ἀκίδα καὶ ἡ ἰδιωτικὴ ἀσφάλεια ζωῆς δὲν ὑπάρχει εἰς τὴν πόλιν. Ὅταν ἐπιστρέφει κανεὶς εἰς τὴν Ἀμερικὴν ἐπιθυμεῖ νὰ ἔλθῃ.	[42, 809, 299, 919]
